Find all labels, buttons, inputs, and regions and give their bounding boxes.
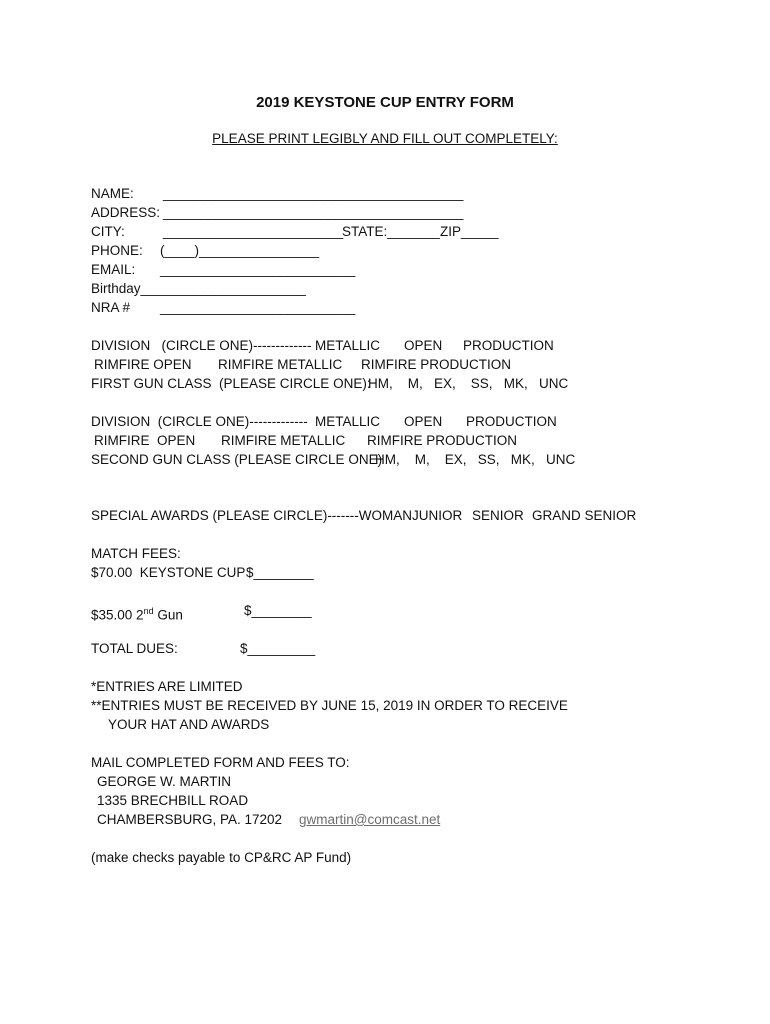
name-label: NAME: bbox=[91, 186, 134, 201]
first-gun-class-options[interactable]: HM, M, EX, SS, MK, UNC bbox=[368, 376, 569, 391]
deadline-note-line1: **ENTRIES MUST BE RECEIVED BY JUNE 15, 2019 IN ORDER TO RECEIVE bbox=[91, 698, 568, 713]
checks-payable-note: (make checks payable to CP&RC AP Fund) bbox=[91, 850, 352, 865]
address-field[interactable]: ________________________________________ bbox=[163, 205, 464, 220]
name-field[interactable]: ________________________________________ bbox=[163, 186, 464, 201]
address-label: ADDRESS: bbox=[91, 205, 161, 220]
first-division-rimfire-production[interactable]: RIMFIRE PRODUCTION bbox=[361, 357, 511, 372]
entries-limited-note: *ENTRIES ARE LIMITED bbox=[91, 679, 243, 694]
form-title: 2019 KEYSTONE CUP ENTRY FORM bbox=[256, 94, 514, 111]
second-division-label: DIVISION (CIRCLE ONE)------------- bbox=[91, 414, 308, 429]
city-label: CITY: bbox=[91, 224, 125, 239]
first-division-production[interactable]: PRODUCTION bbox=[463, 338, 554, 353]
first-division-rimfire-metallic[interactable]: RIMFIRE METALLIC bbox=[218, 357, 343, 372]
second-gun-fee-field[interactable]: $________ bbox=[244, 603, 312, 618]
match-fees-heading: MATCH FEES: bbox=[91, 546, 181, 561]
deadline-note-line2: YOUR HAT AND AWARDS bbox=[108, 717, 270, 732]
second-division-production[interactable]: PRODUCTION bbox=[466, 414, 557, 429]
city-field[interactable]: ________________________ bbox=[163, 224, 344, 239]
zip-field[interactable]: ZIP_____ bbox=[440, 224, 499, 239]
email-field[interactable]: __________________________ bbox=[160, 262, 356, 277]
first-division-open[interactable]: OPEN bbox=[404, 338, 443, 353]
state-field[interactable]: STATE:_______ bbox=[342, 224, 440, 239]
special-award-senior[interactable]: SENIOR bbox=[472, 508, 524, 523]
total-dues-field[interactable]: $_________ bbox=[240, 641, 316, 656]
first-division-label: DIVISION (CIRCLE ONE)------------- bbox=[91, 338, 312, 353]
second-gun-class-options[interactable]: HM, M, EX, SS, MK, UNC bbox=[375, 452, 576, 467]
nra-label: NRA # bbox=[91, 300, 131, 315]
second-division-rimfire-open[interactable]: RIMFIRE OPEN bbox=[94, 433, 196, 448]
keystone-fee-label: $70.00 KEYSTONE CUP bbox=[91, 565, 246, 580]
second-gun-fee-suffix: Gun bbox=[153, 607, 183, 623]
second-gun-fee-prefix: $35.00 2 bbox=[91, 607, 144, 623]
second-division-rimfire-production[interactable]: RIMFIRE PRODUCTION bbox=[367, 433, 517, 448]
second-gun-fee-label bbox=[91, 603, 183, 624]
nra-field[interactable]: __________________________ bbox=[160, 300, 356, 315]
second-division-open[interactable]: OPEN bbox=[404, 414, 443, 429]
special-award-junior[interactable]: JUNIOR bbox=[412, 508, 463, 523]
mail-to-street: 1335 BRECHBILL ROAD bbox=[97, 793, 249, 808]
email-label: EMAIL: bbox=[91, 262, 136, 277]
special-awards-label[interactable]: SPECIAL AWARDS (PLEASE CIRCLE)-------WOMAN bbox=[91, 508, 413, 523]
form-subtitle: PLEASE PRINT LEGIBLY AND FILL OUT COMPLETELY: bbox=[212, 131, 558, 146]
phone-field[interactable]: (____)________________ bbox=[160, 243, 320, 258]
contact-email-link[interactable]: gwmartin@comcast.net bbox=[299, 812, 441, 827]
first-division-rimfire-open[interactable]: RIMFIRE OPEN bbox=[94, 357, 192, 372]
keystone-fee-field[interactable]: $________ bbox=[246, 565, 314, 580]
total-dues-label: TOTAL DUES: bbox=[91, 641, 178, 656]
first-gun-class-label: FIRST GUN CLASS (PLEASE CIRCLE ONE): bbox=[91, 376, 371, 391]
mail-to-name: GEORGE W. MARTIN bbox=[97, 774, 232, 789]
phone-label: PHONE: bbox=[91, 243, 143, 258]
second-division-metallic[interactable]: METALLIC bbox=[315, 414, 381, 429]
birthday-field[interactable]: Birthday______________________ bbox=[91, 281, 306, 296]
second-division-rimfire-metallic[interactable]: RIMFIRE METALLIC bbox=[221, 433, 346, 448]
second-gun-class-label: SECOND GUN CLASS (PLEASE CIRCLE ONE) bbox=[91, 452, 383, 467]
second-gun-fee-superscript: nd bbox=[143, 606, 154, 616]
mail-to-city: CHAMBERSBURG, PA. 17202 bbox=[97, 812, 283, 827]
mail-to-heading: MAIL COMPLETED FORM AND FEES TO: bbox=[91, 755, 350, 770]
first-division-metallic[interactable]: METALLIC bbox=[315, 338, 381, 353]
special-award-grand-senior[interactable]: GRAND SENIOR bbox=[532, 508, 637, 523]
